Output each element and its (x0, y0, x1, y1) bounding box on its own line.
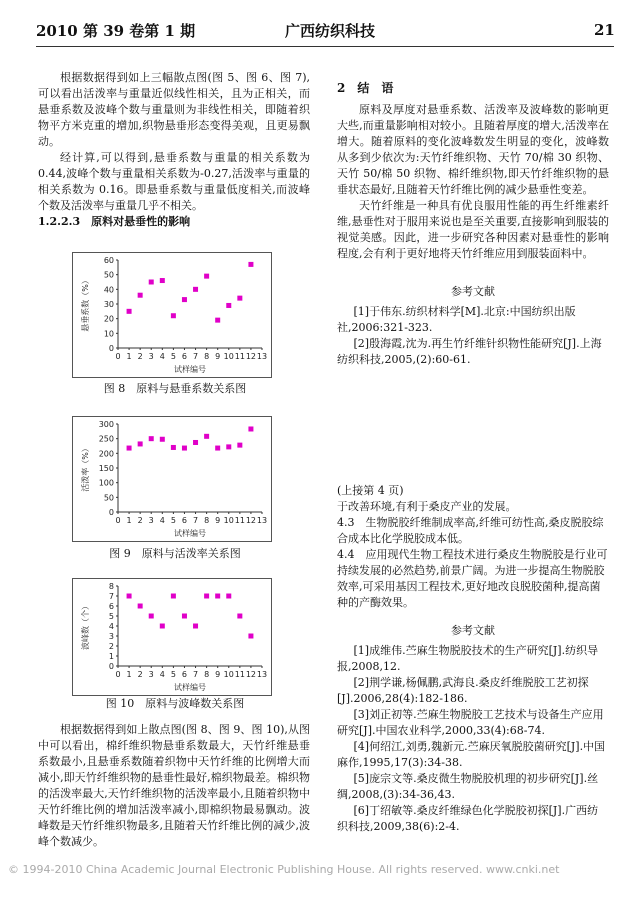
x-axis-label: 试样编号 (174, 365, 206, 374)
data-point (204, 274, 209, 279)
x-tick-label: 2 (137, 516, 143, 525)
right-paragraph-1: 原料及厚度对悬垂系数、活泼率及波峰数的影响更大些,而重量影响相对较小。且随着厚度的增大,活泼率在增大。随着原料的变化波峰数发生明显的变化，波峰数从多到少依次为:天竹纤维织物、天竹 70/棉 30 织物、天竹 50/棉 50 织物、棉纤维织物,即天竹纤维织物的悬垂状态最好,且随着天竹纤维比例的减少悬垂性变差。 (337, 103, 609, 196)
figure-8-caption: 图 8 原料与悬垂系数关系图 (103, 382, 247, 395)
data-point (149, 280, 154, 285)
figure-8-chart (72, 252, 272, 378)
data-point (193, 440, 198, 445)
x-tick-label: 5 (170, 670, 176, 679)
data-point (248, 262, 253, 267)
y-tick-label: 20 (103, 314, 114, 324)
x-tick-label: 0 (115, 352, 121, 361)
reference-item: [1]成维伟.苎麻生物脱胶技术的生产研究[J].纺织导报,2008,12. (337, 644, 599, 673)
data-point (215, 318, 220, 323)
data-point (215, 446, 220, 451)
figure-10-chart (72, 578, 272, 696)
x-tick-label: 1 (126, 352, 132, 361)
x-tick-label: 4 (159, 352, 165, 361)
x-tick-label: 4 (159, 670, 165, 679)
y-tick-label: 8 (108, 582, 114, 591)
x-tick-label: 6 (181, 670, 188, 679)
data-point (182, 614, 187, 619)
y-tick-label: 5 (108, 612, 114, 621)
x-tick-label: 4 (159, 516, 165, 525)
data-point (127, 594, 132, 599)
point-4-4: 4.4 应用现代生物工程技术进行桑皮生物脱胶是行业可持续发展的必然趋势,前景广阔。为进一步提高生物脱胶效率,可采用基因工程技术,更好地改良脱胶菌种,提高菌种的产酶效果。 (337, 548, 608, 609)
x-tick-label: 2 (137, 352, 143, 361)
x-tick-label: 9 (215, 516, 221, 525)
x-tick-label: 3 (148, 352, 154, 361)
data-point (204, 434, 209, 439)
point-4-3: 4.3 生物脱胶纤维制成率高,纤维可纺性高,桑皮脱胶综合成本比化学脱胶成本低。 (337, 516, 604, 545)
left-column-bottom (38, 722, 310, 850)
y-tick-label: 0 (108, 662, 114, 671)
x-tick-label: 6 (181, 516, 188, 525)
x-tick-label: 7 (192, 670, 199, 679)
journal-issue: 2010 第 39 卷第 1 期 (36, 22, 196, 40)
reference-item: [2]殷海霞,沈为.再生竹纤维针织物性能研究[J].上海纺织科技,2005,(2):60-61. (337, 337, 602, 366)
continued-from: (上接第 4 页) (337, 484, 404, 497)
page-number: 21 (594, 21, 615, 39)
data-point (182, 446, 187, 451)
header-rule (36, 46, 614, 47)
y-axis-label: 波峰数（个） (81, 602, 90, 650)
x-tick-label: 9 (215, 352, 221, 361)
x-tick-label: 10 (223, 516, 234, 525)
y-tick-label: 0 (108, 508, 114, 517)
x-tick-label: 8 (204, 516, 210, 525)
y-tick-label: 150 (98, 464, 114, 473)
reference-item: [5]庞宗文等.桑皮微生物脱胶机理的初步研究[J].丝绸,2008,(3):34-36,43. (337, 772, 599, 801)
data-point (171, 445, 176, 450)
left-paragraph-1: 根据数据得到如上三幅散点图(图 5、图 6、图 7),可以看出活泼率与重量近似线性相关，且为正相关，而悬垂系数及波峰个数与重量则为非线性相关，即随着织物平方米克重的增加,织物悬垂形态变得美观，且更易飘动。 (38, 71, 310, 148)
y-axis-label: 悬垂系数（%） (81, 276, 90, 332)
data-point (248, 426, 253, 431)
x-tick-label: 10 (223, 352, 234, 361)
x-tick-label: 12 (245, 670, 257, 679)
copyright-footer: © 1994-2010 China Academic Journal Electronic Publishing House. All rights reserved. (8, 863, 483, 876)
right-column (337, 80, 609, 368)
data-point (248, 634, 253, 639)
conclusion-heading: 2 结 语 (337, 81, 394, 95)
x-tick-label: 11 (234, 352, 245, 361)
y-tick-label: 50 (103, 270, 114, 280)
data-point (160, 278, 165, 283)
left-paragraph-2: 经计算,可以得到,悬垂系数与重量的相关系数为 0.44,波峰个数与重量相关系数为-0.27,活泼率与重量的相关系数为 0.16。即悬垂系数与重量低度相关,而波峰个数及活泼率与重量几乎不相关。 (38, 151, 310, 212)
x-tick-label: 0 (115, 516, 121, 525)
right-paragraph-2: 天竹纤维是一种具有优良服用性能的再生纤维素纤维,悬垂性对于服用来说也是至关重要,直接影响到服装的视觉美感。因此，进一步研究各种因素对悬垂性的影响程度,会有利于更好地将天竹纤维应用到服装面料中。 (337, 199, 609, 260)
x-axis-label: 试样编号 (174, 683, 206, 692)
left-paragraph-3: 根据数据得到如上散点图(图 8、图 9、图 10),从图中可以看出，棉纤维织物悬垂系数最大，天竹纤维悬垂系数最小,且悬垂系数随着织物中天竹纤维的比例增大而减小,即天竹纤维织物的悬垂性最好,棉织物最差。棉织物的活泼率最大,天竹纤维织物的活泼率最小,且随着织物中天竹纤维比例的增加活泼率减小,即棉织物最易飘动。波峰数是天竹纤维织物最多,且随着天竹纤维比例的减少,波峰个数减少。 (38, 723, 310, 848)
x-tick-label: 9 (215, 670, 221, 679)
data-point (215, 594, 220, 599)
journal-title: 广西纺织科技 (285, 22, 376, 40)
x-tick-label: 13 (256, 352, 268, 361)
figure-9-chart (72, 416, 272, 542)
data-point (226, 303, 231, 308)
data-point (127, 309, 132, 314)
data-point (160, 437, 165, 442)
figure-9-caption: 图 9 原料与活泼率关系图 (109, 547, 241, 560)
y-axis-label: 活泼率（%） (81, 444, 90, 492)
data-point (226, 594, 231, 599)
reference-item: [6]丁绍敏等.桑皮纤维绿色化学脱胶初探[J].广西纺织科技,2009,38(6):2-4. (337, 804, 599, 833)
x-tick-label: 12 (245, 352, 257, 361)
data-point (193, 624, 198, 629)
data-point (149, 614, 154, 619)
data-point (149, 436, 154, 441)
y-tick-label: 1 (108, 652, 114, 661)
left-column (38, 70, 310, 230)
y-tick-label: 4 (108, 622, 114, 631)
x-tick-label: 1 (126, 670, 132, 679)
y-tick-label: 50 (103, 493, 114, 503)
y-tick-label: 0 (108, 344, 114, 353)
data-point (171, 594, 176, 599)
y-tick-label: 6 (108, 602, 114, 611)
x-tick-label: 3 (148, 670, 154, 679)
data-point (193, 287, 198, 292)
data-point (182, 297, 187, 302)
x-tick-label: 12 (245, 516, 257, 525)
x-tick-label: 7 (192, 516, 199, 525)
x-tick-label: 11 (234, 670, 245, 679)
y-tick-label: 7 (108, 592, 114, 601)
x-tick-label: 2 (137, 670, 143, 679)
y-tick-label: 3 (108, 632, 114, 641)
data-point (204, 594, 209, 599)
data-point (237, 443, 242, 448)
x-tick-label: 8 (204, 670, 210, 679)
subsection-heading: 1.2.2.3 原料对悬垂性的影响 (38, 215, 191, 228)
x-tick-label: 13 (256, 670, 268, 679)
site-watermark: www.cnki.net (486, 863, 560, 876)
page-header (0, 0, 643, 46)
y-tick-label: 40 (103, 285, 114, 295)
figure-10-caption: 图 10 原料与波峰数关系图 (105, 697, 245, 710)
y-tick-label: 60 (103, 256, 114, 265)
data-point (226, 444, 231, 449)
reference-item: [3]刘正初等.苎麻生物脱胶工艺技术与设备生产应用研究[J].中国农业科学,2000,33(4):68-74. (337, 708, 604, 737)
x-tick-label: 7 (192, 352, 199, 361)
data-point (127, 446, 132, 451)
x-tick-label: 11 (234, 516, 245, 525)
continued-paragraph: 于改善环境,有利于桑皮产业的发展。 (337, 500, 517, 513)
y-tick-label: 30 (103, 300, 114, 309)
y-tick-label: 200 (98, 449, 114, 459)
data-point (160, 624, 165, 629)
x-tick-label: 8 (204, 352, 210, 361)
reference-item: [1]于伟东.纺织材料学[M].北京:中国纺织出版社,2006:321-323. (337, 305, 576, 334)
data-point (171, 313, 176, 318)
data-point (237, 614, 242, 619)
x-axis-label: 试样编号 (174, 529, 206, 538)
data-point (237, 296, 242, 301)
reference-item: [4]何绍江,刘勇,魏新元.苎麻厌氧脱胶菌研究[J].中国麻作,1995,17(3):34-38. (337, 740, 606, 769)
x-tick-label: 6 (181, 352, 188, 361)
reference-item: [2]荆学谦,杨佩鹏,武海良.桑皮纤维脱胶工艺初探[J].2006,28(4):182-186. (337, 676, 589, 705)
data-point (138, 441, 143, 446)
x-tick-label: 3 (148, 516, 154, 525)
data-point (138, 293, 143, 298)
references-title-2: 参考文献 (451, 624, 495, 637)
y-tick-label: 100 (98, 478, 114, 488)
y-tick-label: 2 (108, 642, 114, 651)
x-tick-label: 5 (170, 352, 176, 361)
right-column-continued (337, 483, 609, 835)
x-tick-label: 0 (115, 670, 121, 679)
y-tick-label: 10 (103, 329, 114, 339)
data-point (138, 604, 143, 609)
x-tick-label: 5 (170, 516, 176, 525)
y-tick-label: 300 (98, 420, 114, 429)
x-tick-label: 1 (126, 516, 132, 525)
y-tick-label: 250 (98, 434, 114, 444)
x-tick-label: 13 (256, 516, 268, 525)
references-title: 参考文献 (451, 285, 495, 298)
x-tick-label: 10 (223, 670, 234, 679)
